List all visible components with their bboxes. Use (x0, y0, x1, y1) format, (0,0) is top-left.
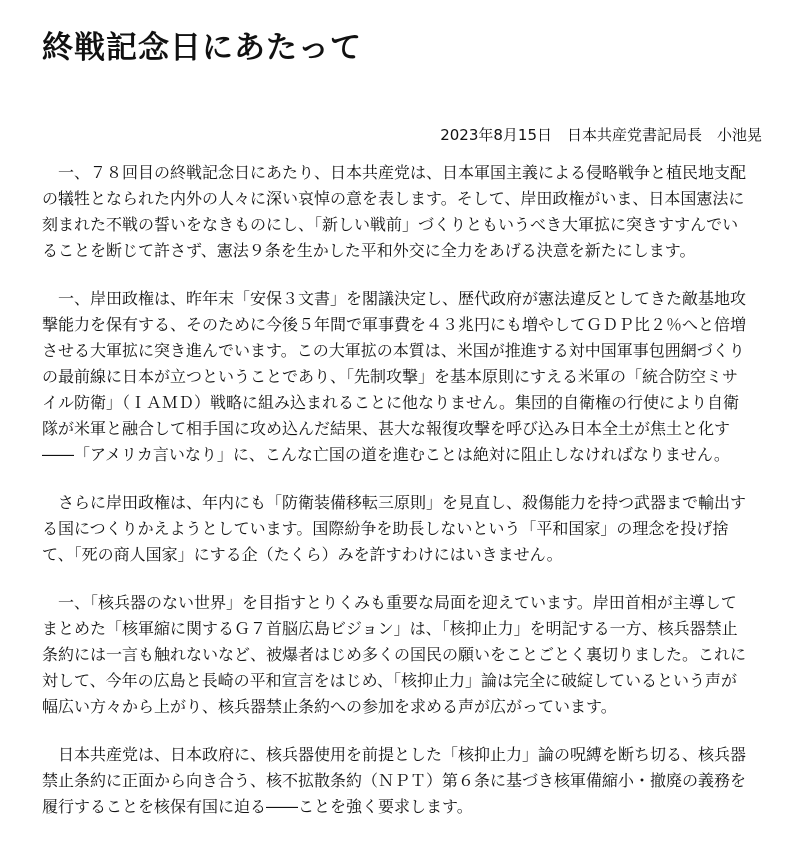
text-line: 日本共産党は、日本政府に、核兵器使用を前提とした「核抑止力」論の呪縛を断ち切る、核兵器 (42, 745, 747, 764)
paragraph-2 (42, 286, 762, 468)
text-line: 一、「核兵器のない世界」を目指すとりくみも重要な局面を迎えています。岸田首相が主導して (42, 593, 737, 612)
article-body (42, 160, 762, 820)
text-line: 刻まれた不戦の誓いをなきものにし、「新しい戦前」づくりともいうべき大軍拡に突きすすんでい (42, 215, 739, 234)
paragraph-4 (42, 590, 762, 720)
text-line: 一、岸田政権は、昨年末「安保３文書」を閣議決定し、歴代政府が憲法違反としてきた敵基地攻 (42, 289, 747, 308)
text-line: の最前線に日本が立つということであり、「先制攻撃」を基本原則にすえる米軍の「統合防空ミサ (42, 367, 739, 386)
text-line: 隊が米軍と融合して相手国に攻め込んだ結果、甚大な報復攻撃を呼び込み日本全土が焦土と化す (42, 419, 731, 438)
text-line: ――「アメリカ言いなり」に、こんな亡国の道を進むことは絶対に阻止しなければなりません。 (42, 445, 730, 464)
text-line: 禁止条約に正面から向き合う、核不拡散条約（ＮＰＴ）第６条に基づき核軍備縮小・撤廃の義務を (42, 771, 747, 790)
text-line: て、「死の商人国家」にする企（たくら）みを許すわけにはいきません。 (42, 545, 563, 564)
text-line: る国につくりかえようとしています。国際紛争を助長しないという「平和国家」の理念を投げ捨 (42, 519, 729, 538)
text-line: の犠牲となられた内外の人々に深い哀悼の意を表します。そして、岸田政権がいま、日本国憲法に (42, 189, 745, 208)
text-line: さらに岸田政権は、年内にも「防衛装備移転三原則」を見直し、殺傷能力を持つ武器まで輸出す (42, 493, 747, 512)
byline: 2023年8月15日 日本共産党書記局長 小池晃 (440, 126, 762, 144)
text-line: 幅広い方々から上がり、核兵器禁止条約への参加を求める声が広がっています。 (42, 697, 617, 716)
text-line: 対して、今年の広島と長崎の平和宣言をはじめ、「核抑止力」論は完全に破綻しているという声が (42, 671, 738, 690)
text-line: させる大軍拡に突き進んでいます。この大軍拡の本質は、米国が推進する対中国軍事包囲網づくり (42, 341, 745, 360)
text-line: 撃能力を保有する、そのために今後５年間で軍事費を４３兆円にも増やしてＧＤＰ比２％へと倍増 (42, 315, 747, 334)
text-line: イル防衛」（ＩＡＭＤ）戦略に組み込まれることに他なりません。集団的自衛権の行使により自衛 (42, 393, 739, 412)
text-line: まとめた「核軍縮に関するＧ７首脳広島ビジョン」は、「核抑止力」を明記する一方、核兵器禁止 (42, 619, 738, 638)
text-line: ることを断じて許さず、憲法９条を生かした平和外交に全力をあげる決意を新たにします。 (42, 241, 696, 260)
paragraph-5 (42, 742, 762, 820)
text-line: 履行することを核保有国に迫る――ことを強く要求します。 (42, 797, 473, 816)
page-title: 終戦記念日にあたって (42, 30, 362, 66)
article (42, 0, 762, 842)
paragraph-3 (42, 490, 762, 568)
paragraph-1 (42, 160, 762, 264)
text-line: 条約には一言も触れないなど、被爆者はじめ多くの国民の願いをことごとく裏切りました。これに (42, 645, 747, 664)
text-line: 一、７８回目の終戦記念日にあたり、日本共産党は、日本軍国主義による侵略戦争と植民地支配 (42, 163, 747, 182)
